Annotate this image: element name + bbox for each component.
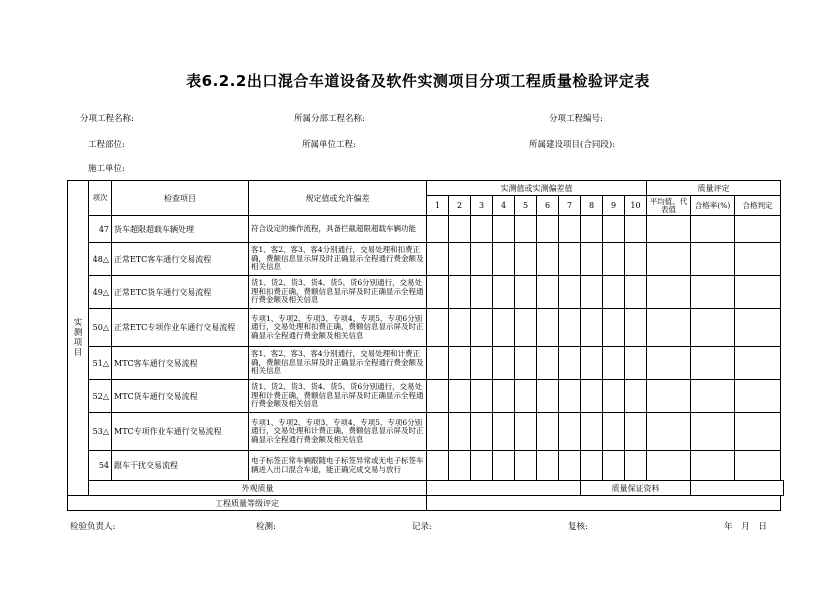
value-cell[interactable] (735, 451, 781, 481)
row-item: MTC客车通行交易流程 (112, 347, 249, 380)
value-cell[interactable] (603, 347, 625, 380)
waiguan-label: 外观质量 (89, 481, 427, 496)
value-cell[interactable] (427, 380, 449, 413)
waiguan-value[interactable] (427, 481, 581, 496)
value-cell[interactable] (537, 380, 559, 413)
waiguan-row (68, 481, 784, 496)
table-row (68, 276, 784, 309)
table-row (68, 413, 784, 451)
value-cell[interactable] (449, 380, 471, 413)
table-row (68, 309, 784, 347)
value-cell[interactable] (427, 276, 449, 309)
header-col-6: 6 (537, 196, 559, 216)
value-cell[interactable] (449, 451, 471, 481)
value-cell[interactable] (427, 309, 449, 347)
value-cell[interactable] (691, 413, 735, 451)
row-item: MTC专项作业车通行交易流程 (112, 413, 249, 451)
value-cell[interactable] (625, 413, 647, 451)
value-cell[interactable] (735, 380, 781, 413)
value-cell[interactable] (691, 451, 735, 481)
value-cell[interactable] (691, 216, 735, 243)
suoshu-fenbu-label: 所属分部工程名称: (294, 114, 365, 124)
value-cell[interactable] (559, 243, 581, 276)
side-label-char: 测 (73, 328, 83, 338)
value-cell[interactable] (515, 276, 537, 309)
value-cell[interactable] (493, 451, 515, 481)
row-item: 正常ETC客车通行交易流程 (112, 243, 249, 276)
value-cell[interactable] (493, 413, 515, 451)
row-number: 50△ (89, 309, 112, 347)
value-cell[interactable] (691, 309, 735, 347)
value-cell[interactable] (537, 413, 559, 451)
fenxiang-no-label: 分项工程编号: (549, 114, 603, 124)
value-cell[interactable] (427, 347, 449, 380)
value-cell[interactable] (515, 347, 537, 380)
value-cell[interactable] (603, 243, 625, 276)
value-cell[interactable] (537, 216, 559, 243)
value-cell[interactable] (647, 413, 691, 451)
footer-date: 年 月 日 (724, 522, 767, 532)
value-cell[interactable] (691, 347, 735, 380)
value-cell[interactable] (449, 347, 471, 380)
row-item: 正常ETC专项作业车通行交易流程 (112, 309, 249, 347)
row-number: 47 (89, 216, 112, 243)
value-cell[interactable] (515, 451, 537, 481)
dengji-row (68, 496, 784, 511)
header-col-1: 1 (427, 196, 449, 216)
value-cell[interactable] (647, 309, 691, 347)
value-cell[interactable] (625, 309, 647, 347)
table-row (68, 347, 784, 380)
table-row (68, 216, 784, 243)
row-spec: 符合设定的操作流程，具备拦截超限超载车辆功能 (249, 216, 427, 243)
header-hege-panding: 合格判定 (735, 196, 781, 216)
value-cell[interactable] (493, 243, 515, 276)
table-row (68, 243, 784, 276)
value-cell[interactable] (647, 380, 691, 413)
value-cell[interactable] (735, 243, 781, 276)
value-cell[interactable] (559, 347, 581, 380)
value-cell[interactable] (537, 347, 559, 380)
value-cell[interactable] (625, 347, 647, 380)
side-label-char: 项 (73, 338, 83, 348)
value-cell[interactable] (493, 276, 515, 309)
side-label-cell (68, 181, 89, 496)
gongcheng-buwei-label: 工程部位: (88, 140, 125, 150)
value-cell[interactable] (449, 309, 471, 347)
value-cell[interactable] (647, 276, 691, 309)
value-cell[interactable] (691, 243, 735, 276)
table-row (68, 451, 784, 481)
table-row (68, 380, 784, 413)
value-cell[interactable] (603, 380, 625, 413)
value-cell[interactable] (559, 309, 581, 347)
suoshu-danwei-label: 所属单位工程: (302, 140, 356, 150)
header-shice: 实测值或实测偏差值 (427, 181, 647, 196)
value-cell[interactable] (625, 380, 647, 413)
shigong-danwei-label: 施工单位: (88, 164, 125, 174)
value-cell[interactable] (427, 216, 449, 243)
value-cell[interactable] (581, 309, 603, 347)
value-cell[interactable] (581, 380, 603, 413)
value-cell[interactable] (603, 309, 625, 347)
value-cell[interactable] (471, 243, 493, 276)
value-cell[interactable] (537, 451, 559, 481)
value-cell[interactable] (735, 309, 781, 347)
value-cell[interactable] (603, 451, 625, 481)
value-cell[interactable] (581, 451, 603, 481)
value-cell[interactable] (427, 243, 449, 276)
value-cell[interactable] (449, 216, 471, 243)
header-col-4: 4 (493, 196, 515, 216)
footer-jilu: 记录: (412, 522, 432, 532)
header-hegelv: 合格率(%) (691, 196, 735, 216)
row-number: 53△ (89, 413, 112, 451)
value-cell[interactable] (471, 451, 493, 481)
header-col-2: 2 (449, 196, 471, 216)
value-cell[interactable] (559, 216, 581, 243)
value-cell[interactable] (647, 451, 691, 481)
value-cell[interactable] (559, 451, 581, 481)
value-cell[interactable] (735, 216, 781, 243)
header-col-5: 5 (515, 196, 537, 216)
zhiliang-baozheng-label: 质量保证资料 (581, 481, 691, 496)
value-cell[interactable] (471, 347, 493, 380)
value-cell[interactable] (581, 413, 603, 451)
value-cell[interactable] (515, 243, 537, 276)
dengji-value[interactable] (427, 496, 781, 511)
value-cell[interactable] (625, 243, 647, 276)
row-number: 54 (89, 451, 112, 481)
inspection-table (67, 180, 784, 511)
footer-jianyan: 检验负责人: (70, 522, 116, 532)
side-label-char: 实 (73, 318, 83, 328)
value-cell[interactable] (625, 276, 647, 309)
value-cell[interactable] (471, 380, 493, 413)
row-item: MTC货车通行交易流程 (112, 380, 249, 413)
value-cell[interactable] (735, 413, 781, 451)
header-pingjun: 平均值、代表值 (647, 196, 691, 216)
value-cell[interactable] (515, 309, 537, 347)
fenxiang-name-label: 分项工程名称: (80, 114, 134, 124)
header-col-8: 8 (581, 196, 603, 216)
value-cell[interactable] (647, 216, 691, 243)
dengji-label: 工程质量等级评定 (68, 496, 427, 511)
value-cell[interactable] (493, 309, 515, 347)
value-cell[interactable] (581, 216, 603, 243)
header-col-10: 10 (625, 196, 647, 216)
value-cell[interactable] (559, 413, 581, 451)
header-col-3: 3 (471, 196, 493, 216)
value-cell[interactable] (427, 413, 449, 451)
value-cell[interactable] (493, 347, 515, 380)
row-spec: 货1、货2、货3、货4、货5、货6分别通行，交易处理和计费正确，费额信息显示屏及时正确显示全程通行费金额及相关信息 (249, 380, 427, 413)
value-cell[interactable] (515, 380, 537, 413)
header-col-7: 7 (559, 196, 581, 216)
value-cell[interactable] (603, 413, 625, 451)
value-cell[interactable] (493, 216, 515, 243)
row-number: 48△ (89, 243, 112, 276)
side-label-char: 目 (73, 348, 83, 358)
header-col-9: 9 (603, 196, 625, 216)
row-number: 51△ (89, 347, 112, 380)
value-cell[interactable] (427, 451, 449, 481)
value-cell[interactable] (581, 276, 603, 309)
zhiliang-baozheng-value[interactable] (691, 481, 784, 496)
value-cell[interactable] (625, 451, 647, 481)
value-cell[interactable] (449, 243, 471, 276)
header-guiding: 规定值或允许偏差 (249, 181, 427, 216)
value-cell[interactable] (691, 380, 735, 413)
value-cell[interactable] (471, 216, 493, 243)
header-zhiliang: 质量评定 (647, 181, 781, 196)
value-cell[interactable] (515, 413, 537, 451)
footer-fuhe: 复核: (568, 522, 588, 532)
row-spec: 客1、客2、客3、客4分别通行，交易处理和计费正确，费额信息显示屏及时正确显示全程通行费金额及相关信息 (249, 347, 427, 380)
header-xiangci: 项次 (89, 181, 112, 216)
row-item: 跟车干扰交易流程 (112, 451, 249, 481)
page-title: 表6.2.2出口混合车道设备及软件实测项目分项工程质量检验评定表 (186, 72, 650, 90)
value-cell[interactable] (735, 276, 781, 309)
row-item: 正常ETC货车通行交易流程 (112, 276, 249, 309)
value-cell[interactable] (537, 276, 559, 309)
value-cell[interactable] (515, 216, 537, 243)
value-cell[interactable] (537, 309, 559, 347)
value-cell[interactable] (559, 276, 581, 309)
value-cell[interactable] (603, 276, 625, 309)
value-cell[interactable] (625, 216, 647, 243)
value-cell[interactable] (559, 380, 581, 413)
row-item: 货车超限超载车辆处理 (112, 216, 249, 243)
value-cell[interactable] (735, 347, 781, 380)
row-number: 49△ (89, 276, 112, 309)
row-spec: 专项1、专项2、专项3、专项4、专项5、专项6分别通行，交易处理和计费正确，费额信息显示屏及时正确显示全程通行费金额及相关信息 (249, 413, 427, 451)
footer-jiance: 检测: (256, 522, 276, 532)
row-spec: 专项1、专项2、专项3、专项4、专项5、专项6分别通行，交易处理和扣费正确，费额信息显示屏及时正确显示全程通行费金额及相关信息 (249, 309, 427, 347)
value-cell[interactable] (449, 276, 471, 309)
value-cell[interactable] (581, 243, 603, 276)
value-cell[interactable] (603, 216, 625, 243)
value-cell[interactable] (493, 380, 515, 413)
value-cell[interactable] (647, 347, 691, 380)
value-cell[interactable] (647, 243, 691, 276)
value-cell[interactable] (581, 347, 603, 380)
suoshu-jianshe-label: 所属建设项目(合同段): (529, 140, 615, 150)
header-jiancha: 检查项目 (112, 181, 249, 216)
value-cell[interactable] (449, 413, 471, 451)
value-cell[interactable] (471, 413, 493, 451)
row-spec: 货1、货2、货3、货4、货5、货6分别通行，交易处理和扣费正确，费额信息显示屏及时正确显示全程通行费金额及相关信息 (249, 276, 427, 309)
value-cell[interactable] (471, 309, 493, 347)
row-number: 52△ (89, 380, 112, 413)
row-spec: 客1、客2、客3、客4分别通行，交易处理和扣费正确，费额信息显示屏及时正确显示全程通行费金额及相关信息 (249, 243, 427, 276)
value-cell[interactable] (691, 276, 735, 309)
value-cell[interactable] (471, 276, 493, 309)
value-cell[interactable] (537, 243, 559, 276)
row-spec: 电子标签正常车辆跟随电子标签异常或无电子标签车辆进入出口混合车道，能正确完成交易与放行 (249, 451, 427, 481)
